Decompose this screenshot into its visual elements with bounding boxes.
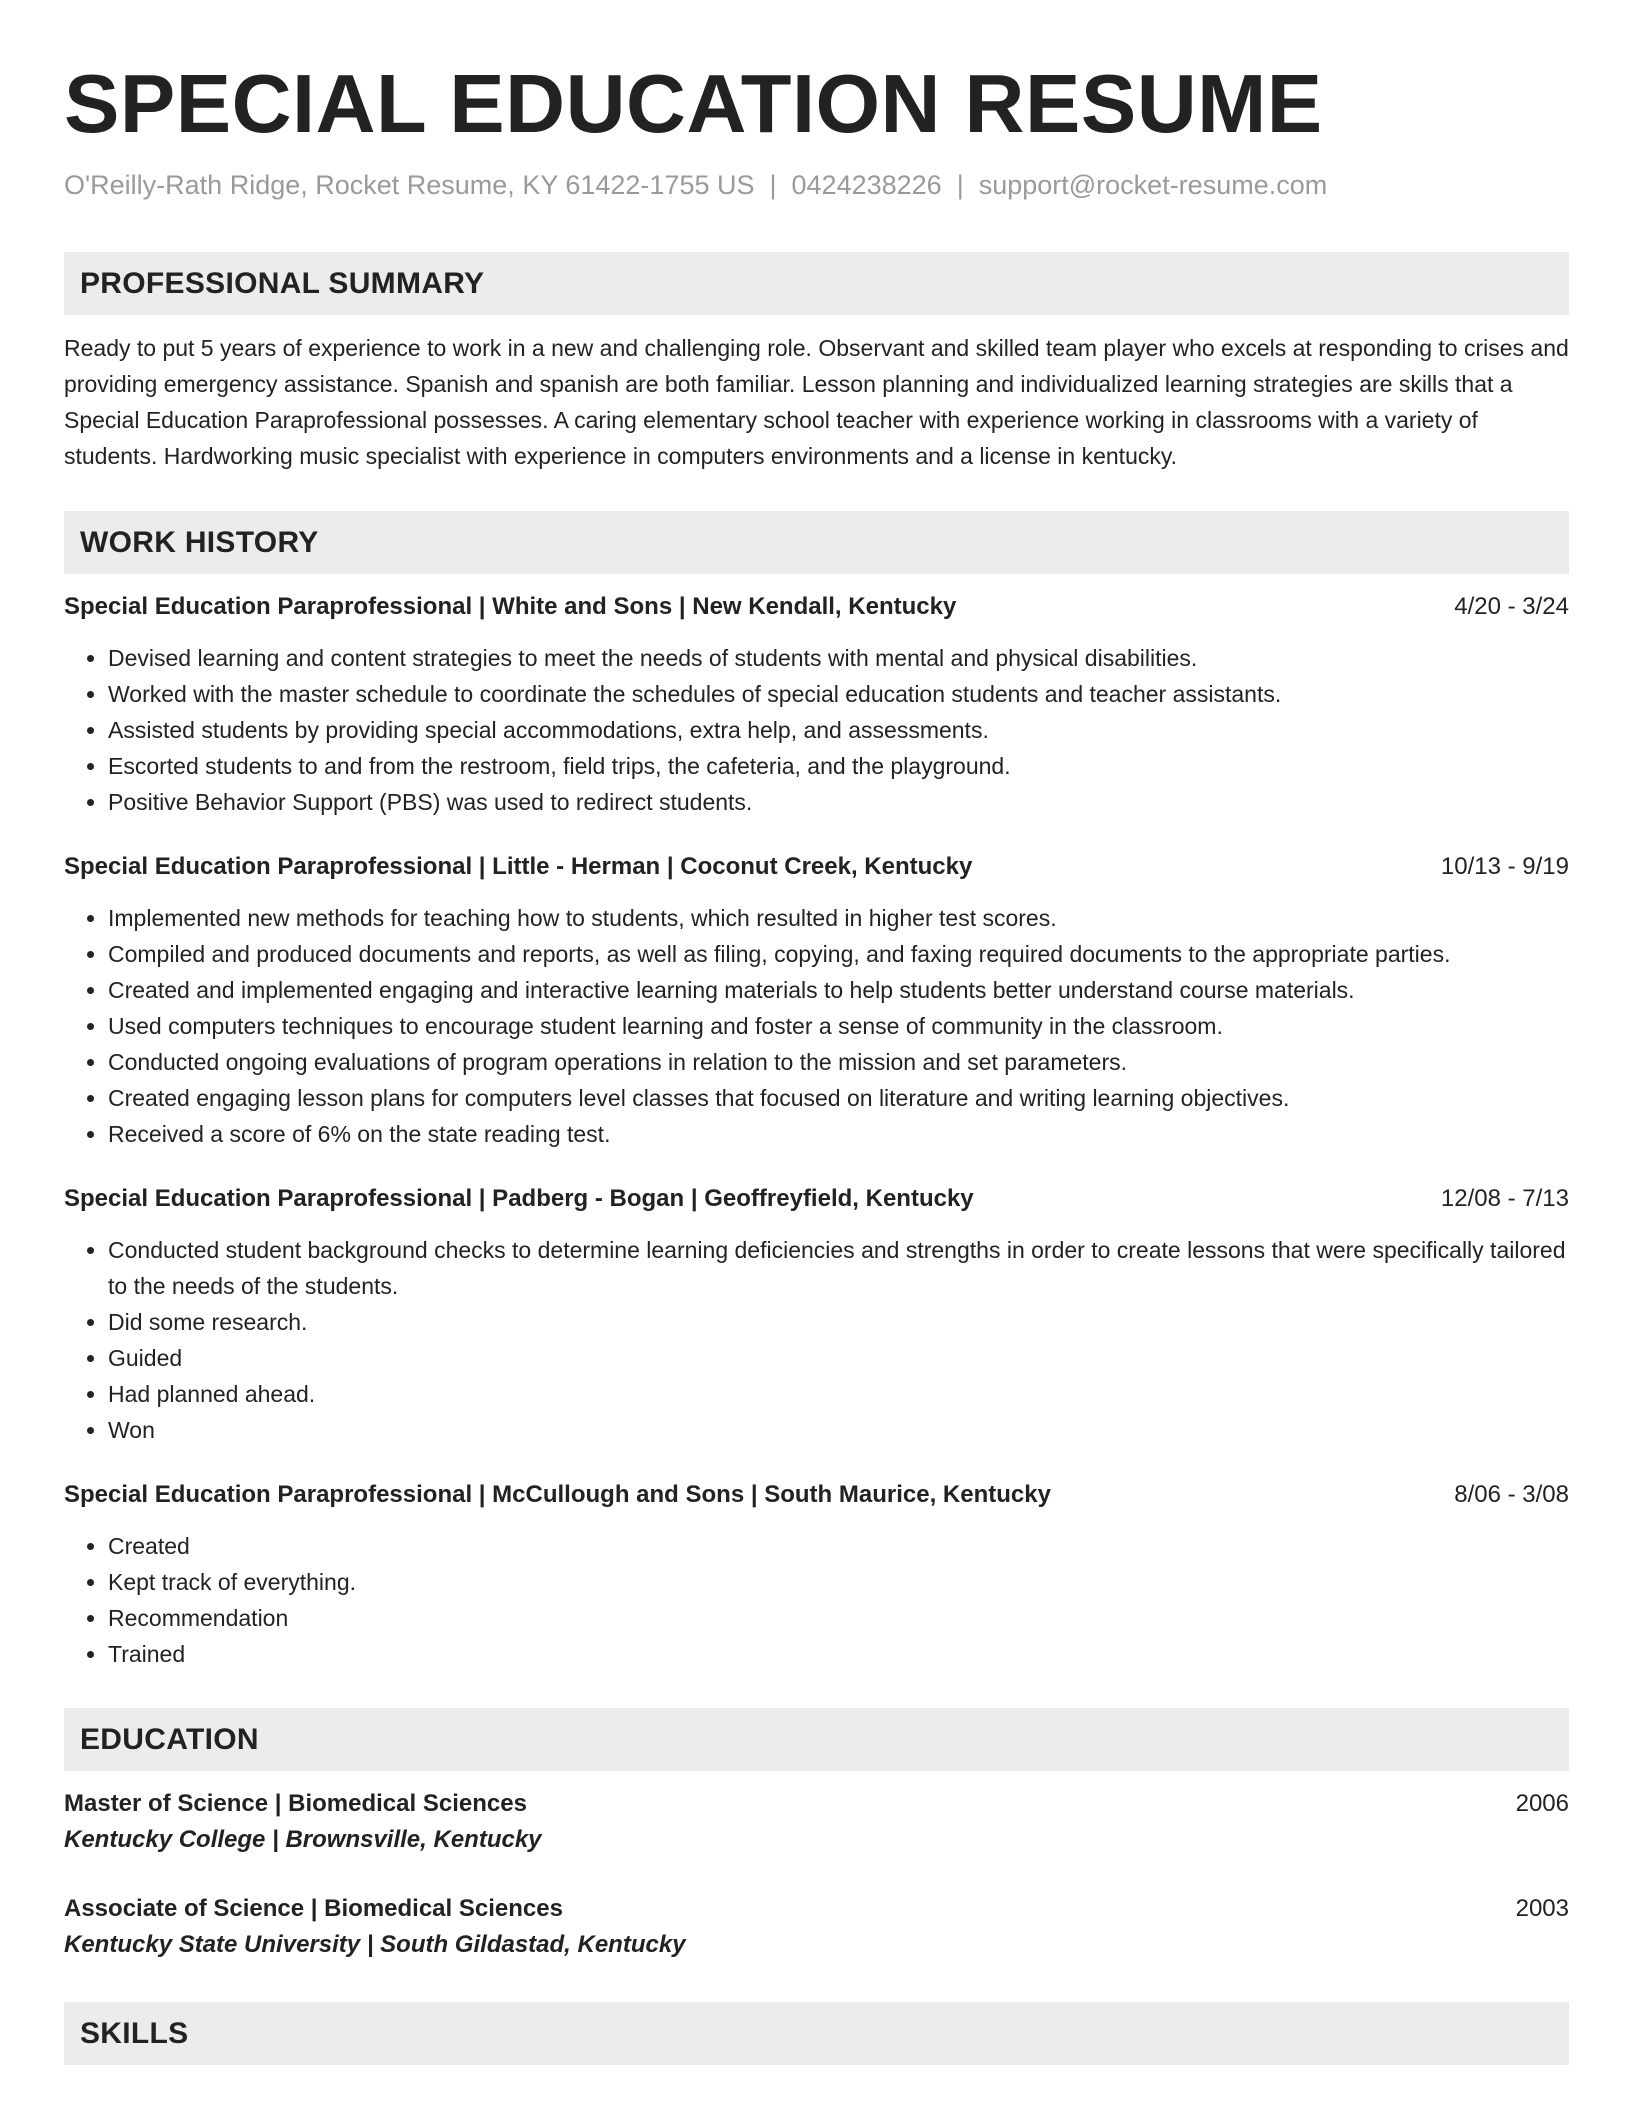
job-title: Special Education Paraprofessional | McCullough and Sons | South Maurice, Kentucky (64, 1481, 1051, 1508)
section-heading-education: EDUCATION (64, 1708, 1569, 1771)
education-entry (64, 1892, 1569, 1964)
job-bullet: • Did some research. (108, 1304, 1569, 1340)
section-heading-work-history: WORK HISTORY (64, 511, 1569, 574)
job-bullets (64, 1232, 1569, 1448)
job-bullet: • Created (108, 1528, 1569, 1564)
job-bullets (64, 900, 1569, 1152)
job-bullets (64, 1528, 1569, 1672)
job-bullet: • Assisted students by providing special accommodations, extra help, and assessments. (108, 712, 1569, 748)
job-header (64, 1182, 1569, 1216)
education-year: 2003 (1515, 1895, 1569, 1922)
job-bullet: • Won (108, 1412, 1569, 1448)
education-list (64, 1787, 1569, 1964)
job-bullet: • Devised learning and content strategies to meet the needs of students with mental and physical disabilities. (108, 640, 1569, 676)
education-school: Kentucky State University | South Gildastad, Kentucky (64, 1931, 686, 1958)
job-bullet: • Had planned ahead. (108, 1376, 1569, 1412)
job-bullet: • Trained (108, 1636, 1569, 1672)
job-bullet: • Positive Behavior Support (PBS) was used to redirect students. (108, 784, 1569, 820)
work-history-list (64, 590, 1569, 1672)
job-dates: 8/06 - 3/08 (1454, 1481, 1569, 1508)
education-header (64, 1787, 1569, 1821)
job-bullets (64, 640, 1569, 820)
education-degree: Master of Science | Biomedical Sciences (64, 1790, 527, 1817)
job-header (64, 590, 1569, 624)
job-bullet: • Created and implemented engaging and interactive learning materials to help students better understand course materials. (108, 972, 1569, 1008)
education-header (64, 1892, 1569, 1926)
resume-title: SPECIAL EDUCATION RESUME (64, 57, 1323, 150)
summary-text: Ready to put 5 years of experience to work in a new and challenging role. Observant and skilled team player who excels at responding to crises and providing emergency assistance. Spanish and spanish are both familiar. Lesson planning and individualized learning strategies are skills that a Special Education Paraprofessional possesses. A caring elementary school teacher with experience working in classrooms with a variety of students. Hardworking music specialist with experience in computers environments and a license in kentucky. (64, 335, 1569, 469)
job-entry (64, 850, 1569, 1152)
job-bullet: • Worked with the master schedule to coordinate the schedules of special education students and teacher assistants. (108, 676, 1569, 712)
job-title: Special Education Paraprofessional | Little - Herman | Coconut Creek, Kentucky (64, 853, 973, 880)
job-bullet: • Guided (108, 1340, 1569, 1376)
contact-address: O'Reilly-Rath Ridge, Rocket Resume, KY 61422-1755 US (64, 170, 755, 200)
job-bullet: • Received a score of 6% on the state reading test. (108, 1116, 1569, 1152)
job-dates: 4/20 - 3/24 (1454, 593, 1569, 620)
education-year: 2006 (1515, 1790, 1569, 1817)
job-header (64, 1478, 1569, 1512)
job-bullet: • Recommendation (108, 1600, 1569, 1636)
job-bullet: • Used computers techniques to encourage student learning and foster a sense of community in the classroom. (108, 1008, 1569, 1044)
job-bullet: • Conducted ongoing evaluations of program operations in relation to the mission and set parameters. (108, 1044, 1569, 1080)
job-title: Special Education Paraprofessional | White and Sons | New Kendall, Kentucky (64, 593, 957, 620)
job-bullet: • Kept track of everything. (108, 1564, 1569, 1600)
contact-separator: | (769, 170, 777, 200)
job-dates: 12/08 - 7/13 (1440, 1185, 1569, 1212)
job-entry (64, 1478, 1569, 1672)
education-entry (64, 1787, 1569, 1859)
contact-phone: 0424238226 (791, 170, 942, 200)
job-bullet: • Conducted student background checks to determine learning deficiencies and strengths in order to create lessons that were specifically tailored to the needs of the students. (108, 1232, 1569, 1304)
job-bullet: • Escorted students to and from the restroom, field trips, the cafeteria, and the playground. (108, 748, 1569, 784)
job-header (64, 850, 1569, 884)
job-bullet: • Implemented new methods for teaching how to students, which resulted in higher test scores. (108, 900, 1569, 936)
contact-line (64, 168, 1569, 202)
job-dates: 10/13 - 9/19 (1440, 853, 1569, 880)
job-bullet: • Created engaging lesson plans for computers level classes that focused on literature and writing learning objectives. (108, 1080, 1569, 1116)
section-heading-summary: PROFESSIONAL SUMMARY (64, 252, 1569, 315)
job-entry (64, 590, 1569, 820)
job-title: Special Education Paraprofessional | Padberg - Bogan | Geoffreyfield, Kentucky (64, 1185, 974, 1212)
contact-email: support@rocket-resume.com (978, 170, 1328, 200)
education-school: Kentucky College | Brownsville, Kentucky (64, 1826, 542, 1853)
job-bullet: • Compiled and produced documents and reports, as well as filing, copying, and faxing required documents to the appropriate parties. (108, 936, 1569, 972)
contact-separator: | (956, 170, 964, 200)
section-heading-skills: SKILLS (64, 2002, 1569, 2065)
education-degree: Associate of Science | Biomedical Sciences (64, 1895, 563, 1922)
job-entry (64, 1182, 1569, 1448)
